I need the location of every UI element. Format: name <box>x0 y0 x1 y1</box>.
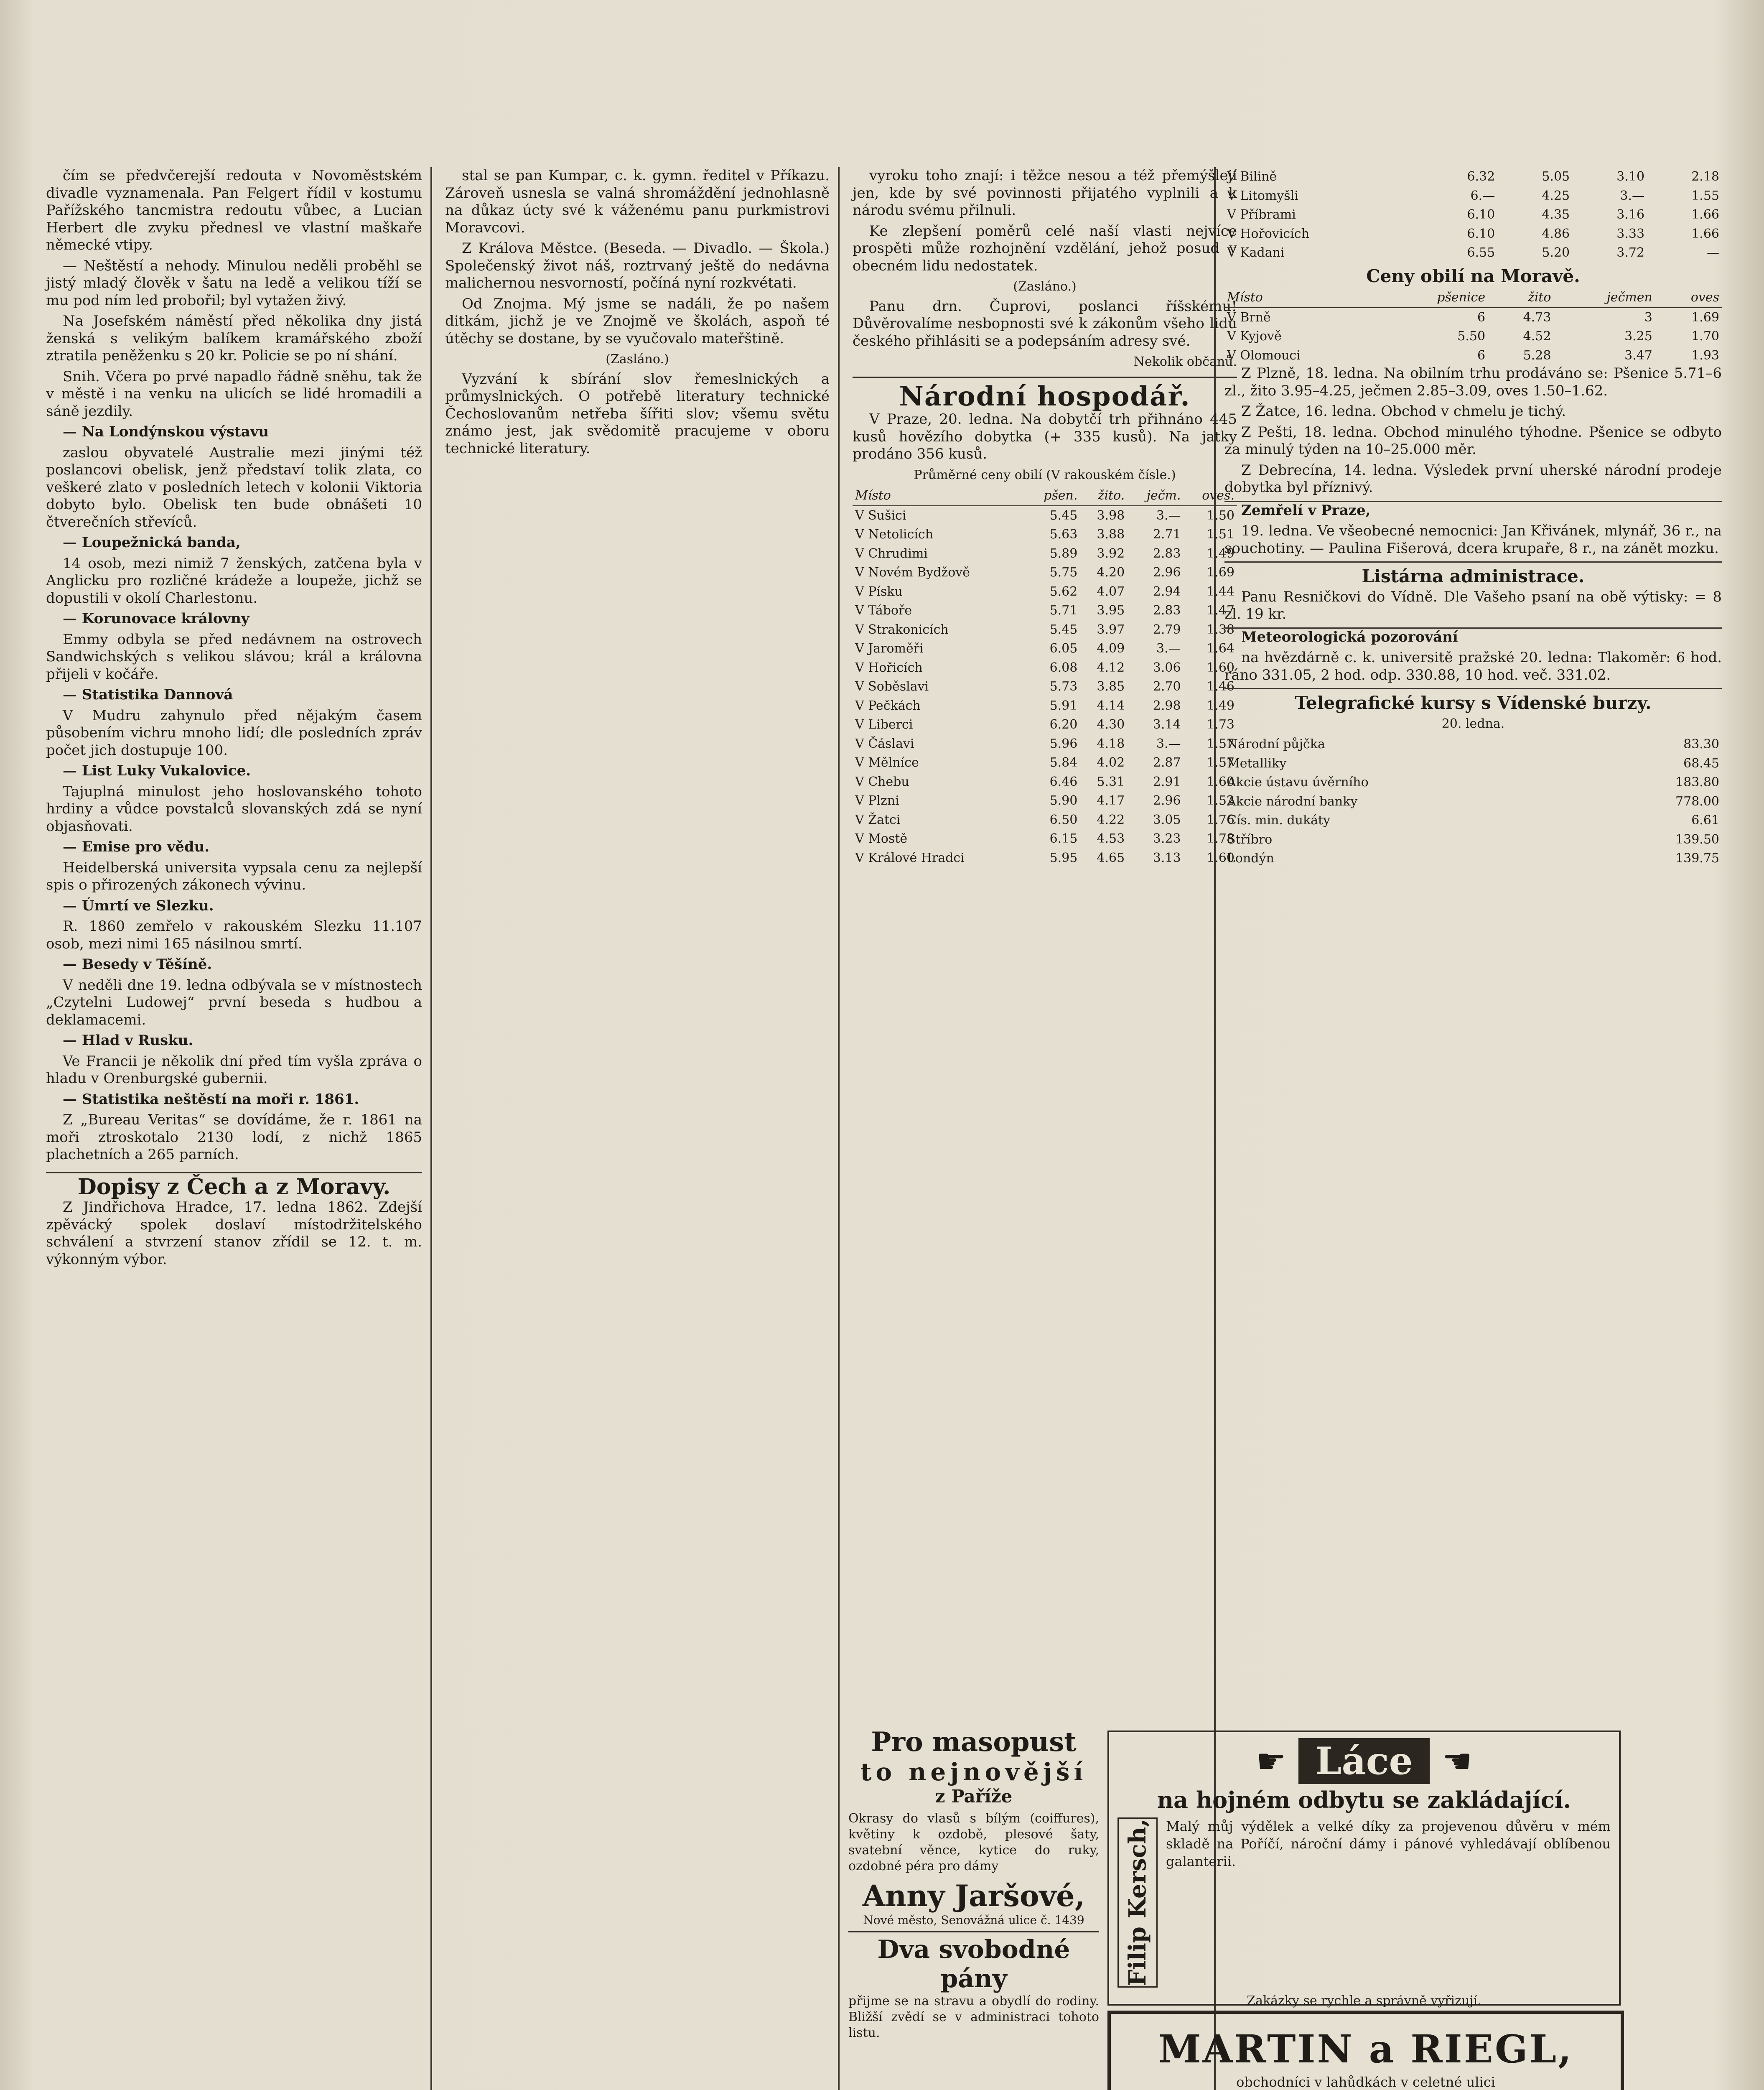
ad-vendor: Filip Kersch, <box>1124 1819 1151 1986</box>
table-row <box>1224 243 1722 263</box>
table-cell: 2.70 <box>1153 679 1181 694</box>
grain-price-table <box>853 486 1237 867</box>
table-cell: 1.50 <box>1207 508 1235 523</box>
table-cell: 6.55 <box>1467 245 1495 260</box>
table-cell: V Čáslavi <box>855 736 914 751</box>
table-cell: 1.64 <box>1207 641 1235 656</box>
table-cell: V Příbrami <box>1227 207 1296 222</box>
table-cell: 1.60 <box>1207 774 1235 789</box>
meteo-title: Meteorologická pozorování <box>1241 628 1458 645</box>
column-rule <box>838 167 840 2090</box>
table-cell: 5.31 <box>1097 774 1125 789</box>
ad-masopust <box>848 1722 1099 2090</box>
table-cell: 2.96 <box>1153 793 1181 808</box>
table-header: Místo <box>1224 288 1381 308</box>
table-cell: 3.72 <box>1616 245 1645 260</box>
column-rule <box>430 167 432 2090</box>
paragraph: Od Znojma. Mý jsme se nadáli, že po našem ditkám, jichž je ve Znojmě ve školách, aspoň té útěchy se dostane, by se vyučovalo mateřštině. <box>445 295 830 347</box>
ad-title: Dva svobodné pány <box>877 1935 1070 1993</box>
table-row <box>853 620 1237 640</box>
table-cell: 3.14 <box>1153 717 1181 732</box>
ad-foot: Zakázky se rychle a správně vyřizují. <box>1247 1993 1481 2008</box>
deaths-title: Zemřelí v Praze, <box>1241 502 1371 519</box>
table-cell: 4.35 <box>1542 207 1570 222</box>
table-cell: V Soběslavi <box>855 679 929 694</box>
table-cell: 2.98 <box>1153 698 1181 713</box>
divider <box>848 1931 1099 1932</box>
table-cell: V Táboře <box>855 603 912 618</box>
quote-name: Akcie národní banky <box>1227 794 1358 809</box>
table-row <box>853 715 1237 734</box>
table-cell: 1.52 <box>1207 793 1235 808</box>
news-title: — Statistika Dannová <box>63 686 233 703</box>
quote-name: Metalliky <box>1227 756 1287 771</box>
table-body <box>1224 167 1722 263</box>
table-cell: 5.05 <box>1542 169 1570 184</box>
stock-quotes-table <box>1224 735 1722 868</box>
table-cell: 1.49 <box>1207 546 1235 561</box>
quote-row <box>1224 792 1722 811</box>
table-cell: 3.23 <box>1153 831 1181 846</box>
ad-vendor: Anny Jaršové, <box>862 1878 1085 1913</box>
table-cell: 5.91 <box>1049 698 1078 713</box>
table-cell: 4.12 <box>1097 660 1125 675</box>
table-cell: 4.17 <box>1097 793 1125 808</box>
table-row <box>853 658 1237 678</box>
table-row <box>853 772 1237 792</box>
table-cell: 5.96 <box>1049 736 1078 751</box>
table-cell: 1.44 <box>1207 584 1235 599</box>
quote-row <box>1224 735 1722 754</box>
table-cell: 6.46 <box>1049 774 1078 789</box>
news-title: — Úmrtí ve Slezku. <box>63 897 214 914</box>
table-cell: 2.18 <box>1691 169 1719 184</box>
paragraph: čím se předvčerejší redouta v Novoměstském divadle vyznamenala. Pan Felgert řídil v kostumu Pařížského tancmistra redoutu vůbec, a Lucian Herbert dle zvyku přednesl ve vlastní maškaře německé vtipy. <box>46 167 422 253</box>
ad-title: Pro masopust <box>871 1726 1077 1758</box>
pointing-hand-icon: ☛ <box>1256 1741 1286 1781</box>
paragraph: Snih. Včera po prvé napadlo řádně sněhu, tak že v městě i na venku na ulicích se lidé hromadili a sáně jezdily. <box>46 368 422 420</box>
table-cell: 5.45 <box>1049 622 1078 637</box>
table-cell: 5.63 <box>1049 527 1078 542</box>
table-cell: 1.66 <box>1691 207 1719 222</box>
table-header: oves. <box>1184 486 1237 506</box>
table-row <box>853 829 1237 849</box>
table-cell: 1.73 <box>1207 717 1235 732</box>
paragraph: Z Debrecína, 14. ledna. Výsledek první uherské národní prodeje dobytka byl příznivý. <box>1224 461 1722 496</box>
table-cell: 5.71 <box>1049 603 1078 618</box>
table-cell: V Liberci <box>855 717 913 732</box>
zaslano-label: (Zasláno.) <box>1013 279 1077 294</box>
table-cell: 3.— <box>1156 736 1181 751</box>
table-cell: 3.97 <box>1097 622 1125 637</box>
table-cell: 6.08 <box>1049 660 1078 675</box>
table-row <box>853 753 1237 772</box>
table-cell: 6 <box>1477 348 1486 363</box>
news-text: V Mudru zahynulo před nějakým časem působením vichru mnoho lidí; dle posledních zpráv počet jich dostupuje 100. <box>46 707 422 759</box>
table-caption: Průměrné ceny obilí (V rakouském čísle.) <box>914 467 1176 482</box>
table-cell: 1.51 <box>1207 527 1235 542</box>
table-row <box>853 563 1237 582</box>
paragraph: Panu drn. Čuprovi, poslanci říšskému! Důvěrovalíme nesbopnosti své k zákonům všeho lidu českého přihlásiti se a podepsáním adresy své. <box>853 298 1237 349</box>
ad-text: Malý můj výdělek a velké díky za projevenou důvěru v mém skladě na Poříčí, nároční dámy i pánové vyhledávají oblíbenou galanterii. <box>1166 1818 1611 1869</box>
paragraph: vyroku toho znají: i těžce nesou a též přemýšlejí jen, kde by své povinnosti přijatého vyplnili a k národu svému přilnuli. <box>853 167 1237 219</box>
table-cell: 5.20 <box>1542 245 1570 260</box>
table-cell: 1.60 <box>1207 850 1235 865</box>
table-cell: 1.78 <box>1207 831 1235 846</box>
table-cell: 4.73 <box>1523 310 1551 325</box>
table-cell: 6.20 <box>1049 717 1078 732</box>
table-cell: — <box>1707 245 1719 260</box>
table-row <box>853 544 1237 563</box>
news-text: Tajuplná minulost jeho hoslovanského tohoto hrdiny a vůdce povstalců slovanských zdá se nyní objasňovati. <box>46 783 422 835</box>
news-item <box>46 686 422 759</box>
table-row <box>853 677 1237 696</box>
table-cell: 3.25 <box>1624 329 1652 344</box>
table-cell: 6.32 <box>1467 169 1495 184</box>
table-header: ječmen <box>1553 288 1655 308</box>
divider <box>1224 561 1722 563</box>
table-cell: 1.57 <box>1207 736 1235 751</box>
paragraph: Z Králova Městce. (Beseda. — Divadlo. — Škola.) Společenský život náš, roztrvaný ještě do nedávna malichernou nesvorností, počíná nyní rozkvétati. <box>445 240 830 291</box>
economy-title: Národní hospodář. <box>899 380 1191 412</box>
table-cell: 1.46 <box>1207 679 1235 694</box>
table-cell: 3.13 <box>1153 850 1181 865</box>
table-cell: 4.30 <box>1097 717 1125 732</box>
economy-text: V Praze, 20. ledna. Na dobytčí trh přihnáno 445 kusů hovězího dobytka (+ 335 kusů). Na jatky prodáno 356 kusů. <box>853 411 1237 462</box>
news-item <box>46 610 422 683</box>
table-cell: 4.09 <box>1097 641 1125 656</box>
table-cell: 4.86 <box>1542 226 1570 241</box>
table-cell: 1.55 <box>1691 188 1719 203</box>
table-cell: 1.66 <box>1691 226 1719 241</box>
table-cell: 1.57 <box>1207 755 1235 770</box>
table-cell: V Netolicích <box>855 527 934 542</box>
table-cell: 4.65 <box>1097 850 1125 865</box>
table-cell: 5.95 <box>1049 850 1078 865</box>
table-cell: 2.87 <box>1153 755 1181 770</box>
table-cell: 5.75 <box>1049 565 1078 580</box>
table-cell: V Králové Hradci <box>855 850 965 865</box>
table-cell: V Novém Bydžově <box>855 565 970 580</box>
column-1 <box>46 167 422 1272</box>
table-cell: V Mělníce <box>855 755 919 770</box>
paragraph: Ke zlepšení poměrů celé naší vlasti nejvíce prospěti může rozhojnění vzdělání, jehož posud v obecném lidu nedostatek. <box>853 222 1237 274</box>
table-row <box>853 639 1237 658</box>
news-title: — Besedy v Těšíně. <box>63 956 212 973</box>
telegraph-date: 20. ledna. <box>1441 716 1505 731</box>
table-cell: 6.— <box>1470 188 1495 203</box>
ad-title: Láce <box>1298 1738 1430 1784</box>
paragraph: Z Žatce, 16. ledna. Obchod v chmelu je tichý. <box>1241 403 1566 420</box>
table-cell: 3.16 <box>1616 207 1645 222</box>
table-cell: 6.15 <box>1049 831 1078 846</box>
column-3 <box>853 167 1237 867</box>
news-title: — Emise pro vědu. <box>63 839 210 855</box>
table-cell: 3.33 <box>1616 226 1645 241</box>
table-cell: 6.50 <box>1049 812 1078 827</box>
news-item <box>46 762 422 835</box>
table-cell: V Strakonicích <box>855 622 949 637</box>
table-cell: 3.— <box>1620 188 1645 203</box>
divider <box>1224 688 1722 689</box>
telegraph-title: Telegrafické kursy s Vídenské burzy. <box>1295 693 1652 713</box>
table-cell: 4.20 <box>1097 565 1125 580</box>
table-cell: V Hořicích <box>855 660 923 675</box>
table-cell: 4.14 <box>1097 698 1125 713</box>
admin-text: Panu Resničkovi do Vídně. Dle Vašeho psaní na obě výtisky: = 8 zl. 19 kr. <box>1224 588 1722 622</box>
table-body <box>853 506 1237 868</box>
table-header: Místo <box>853 486 1024 506</box>
table-cell: 5.28 <box>1523 348 1551 363</box>
pointing-hand-icon: ☛ <box>1442 1741 1472 1781</box>
table-cell: 2.94 <box>1153 584 1181 599</box>
moravia-grain-table <box>1224 288 1722 365</box>
ad-martin-riegl <box>1107 2011 1624 2090</box>
deaths-text: 19. ledna. Ve všeobecné nemocnici: Jan Křivánek, mlynář, 36 r., na souchotiny. — Paulina Fišerová, dcera krupaře, 8 r., na zánět mozku. <box>1224 522 1722 557</box>
column-4 <box>1224 167 1722 868</box>
divider <box>46 1172 422 1173</box>
news-title: — Na Londýnskou výstavu <box>63 423 269 440</box>
paragraph: — Neštěstí a nehody. Minulou neděli proběhl se jistý mladý člověk v šatu na ledě a velikou tíží se mu pod ním led probořil; byl vytažen živý. <box>46 257 422 309</box>
table-cell: V Plzni <box>855 793 899 808</box>
table-cell: V Mostě <box>855 831 908 846</box>
table-row <box>853 811 1237 830</box>
table-row <box>1224 167 1722 186</box>
ad-subtitle: to nejnovější <box>860 1758 1087 1786</box>
table-cell: 4.25 <box>1542 188 1570 203</box>
news-item <box>46 423 422 531</box>
table-cell: 2.83 <box>1153 603 1181 618</box>
table-body <box>1224 308 1722 365</box>
table-cell: 5.89 <box>1049 546 1078 561</box>
news-item <box>46 956 422 1029</box>
table-row <box>1224 308 1722 327</box>
quote-name: Londýn <box>1227 851 1274 866</box>
ad-subtitle: obchodníci v lahůdkách v celetné ulici <box>1236 2074 1495 2090</box>
ad-text: Okrasy do vlasů s bílým (coiffures), květiny k ozdobě, plesové šaty, svatební věnce, kytice do ruky, ozdobné péra pro dámy <box>848 1811 1099 1873</box>
quote-name: Akcie ústavu úvěrního <box>1227 775 1369 790</box>
quote-value: 778.00 <box>1675 794 1719 809</box>
table-cell: 6 <box>1477 310 1486 325</box>
table-cell: 3.06 <box>1153 660 1181 675</box>
grain-price-table-continued <box>1224 167 1722 263</box>
table-cell: 1.76 <box>1207 812 1235 827</box>
signed: Nekolik občanů. <box>1133 354 1237 369</box>
ad-address: Nové město, Senovážná ulice č. 1439 <box>863 1913 1084 1927</box>
table-header: oves <box>1655 288 1722 308</box>
table-cell: 3.92 <box>1097 546 1125 561</box>
quote-value: 139.75 <box>1675 851 1719 866</box>
quote-name: Cís. min. dukáty <box>1227 813 1331 828</box>
news-item <box>46 1032 422 1088</box>
news-text: R. 1860 zemřelo v rakouském Slezku 11.107 osob, mezi nimi 165 násilnou smrtí. <box>46 918 422 952</box>
table-cell: 1.47 <box>1207 603 1235 618</box>
news-text: Z „Bureau Veritas“ se dovídáme, že r. 1861 na moři ztroskotalo 2130 lodí, z nichž 1865 plachetních a 265 parních. <box>46 1111 422 1163</box>
quote-value: 183.80 <box>1675 775 1719 790</box>
paragraph: Vyzvání k sbírání slov řemeslnických a průmyslnických. O potřebě literatury technické Čechoslovanům netřeba šířiti slov; všemu světu známo jest, jak svědomitě pracujeme v oboru technické literatury. <box>445 370 830 457</box>
paragraph: Z Plzně, 18. ledna. Na obilním trhu prodáváno se: Pšenice 5.71–6 zl., žito 3.95–4.25, ječmen 2.85–3.09, oves 1.50–1.62. <box>1224 365 1722 399</box>
ad-title: MARTIN a RIEGL, <box>1158 2026 1573 2072</box>
quote-row <box>1224 849 1722 868</box>
quote-row <box>1224 830 1722 849</box>
table-cell: 5.90 <box>1049 793 1078 808</box>
table-cell: V Žatci <box>855 812 901 827</box>
table-cell: 1.70 <box>1691 329 1719 344</box>
news-item <box>46 534 422 607</box>
table-cell: 5.84 <box>1049 755 1078 770</box>
table-cell: V Chebu <box>855 774 909 789</box>
table-header: pšenice <box>1381 288 1488 308</box>
table-cell: 2.91 <box>1153 774 1181 789</box>
table-row <box>1224 205 1722 224</box>
quote-value: 68.45 <box>1683 756 1719 771</box>
table-cell: 6.10 <box>1467 226 1495 241</box>
table-cell: 3.98 <box>1097 508 1125 523</box>
quote-value: 83.30 <box>1683 737 1719 752</box>
column-2 <box>445 167 830 461</box>
table-row <box>853 849 1237 868</box>
news-title: — Statistika neštěstí na moři r. 1861. <box>63 1091 359 1108</box>
news-text: Emmy odbyla se před nedávnem na ostrovech Sandwichských s velikou slávou; král a královna přijeli v kočáře. <box>46 631 422 683</box>
quote-row <box>1224 754 1722 773</box>
paragraph: Na Josefském náměstí před několika dny jistá ženská s velikým balíkem kramářského zboží ztratila peněženku s 20 kr. Policie se po ní shání. <box>46 313 422 364</box>
table-cell: 3.88 <box>1097 527 1125 542</box>
news-title: — Hlad v Rusku. <box>63 1032 193 1049</box>
quote-value: 6.61 <box>1691 813 1719 828</box>
table-cell: 3.— <box>1156 508 1181 523</box>
table-cell: V Písku <box>855 584 903 599</box>
table-header: žito. <box>1080 486 1127 506</box>
quote-value: 139.50 <box>1675 832 1719 847</box>
news-title: — List Luky Vukalovice. <box>63 762 251 779</box>
table-cell: V Olomouci <box>1227 348 1301 363</box>
table-cell: 3.05 <box>1153 812 1181 827</box>
quote-row <box>1224 773 1722 792</box>
table-cell: 1.38 <box>1207 622 1235 637</box>
table-cell: 3.10 <box>1616 169 1645 184</box>
table-body <box>1224 735 1722 868</box>
ad-subtitle: na hojném odbytu se zakládající. <box>1157 1787 1571 1813</box>
table-cell: 4.18 <box>1097 736 1125 751</box>
table-cell: 6.05 <box>1049 641 1078 656</box>
table-cell: 5.73 <box>1049 679 1078 694</box>
table-cell: V Kyjově <box>1227 329 1282 344</box>
table-cell: 1.69 <box>1691 310 1719 325</box>
table-header: žito <box>1488 288 1553 308</box>
table-cell: V Jaroměři <box>855 641 924 656</box>
table-cell: 4.53 <box>1097 831 1125 846</box>
table-row <box>1224 346 1722 365</box>
table-cell: 1.93 <box>1691 348 1719 363</box>
table-row <box>853 525 1237 544</box>
divider <box>853 377 1237 378</box>
news-text: 14 osob, mezi nimiž 7 ženských, zatčena byla v Anglicku pro rozličné krádeže a loupeže, jichž se dopustili v okolí Charlestonu. <box>46 555 422 607</box>
table-row <box>1224 327 1722 346</box>
table-cell: 5.50 <box>1457 329 1486 344</box>
dispatch-text: Z Jindřichova Hradce, 17. ledna 1862. Zdejší zpěvácký spolek doslaví místodržitelského schválení a stvrzení stanov zřídil se 12. t. m. výkonným výbor. <box>46 1199 422 1268</box>
table-row <box>1224 186 1722 206</box>
table-cell: V Litomyšli <box>1227 188 1298 203</box>
table-cell: 4.22 <box>1097 812 1125 827</box>
quote-name: Stříbro <box>1227 832 1273 847</box>
table-cell: 4.07 <box>1097 584 1125 599</box>
table-row <box>853 696 1237 716</box>
table-cell: 4.02 <box>1097 755 1125 770</box>
ad-from: z Paříže <box>935 1786 1013 1807</box>
news-title: — Loupežnická banda, <box>63 534 241 551</box>
table-cell: V Kadani <box>1227 245 1285 260</box>
table-header: pšen. <box>1024 486 1080 506</box>
table-header: ječm. <box>1127 486 1183 506</box>
paragraph: stal se pan Kumpar, c. k. gymn. ředitel v Příkazu. Zároveň usnesla se valná shromáždění jednohlasně na důkaz úcty své k váženému panu purkmistrovi Moravcovi. <box>445 167 830 236</box>
section-heading: Dopisy z Čech a z Moravy. <box>77 1174 391 1200</box>
news-item <box>46 897 422 953</box>
signature: (Zasláno.) <box>606 352 669 367</box>
news-text: Ve Francii je několik dní před tím vyšla zpráva o hladu v Orenburgské gubernii. <box>46 1053 422 1087</box>
table-row <box>853 734 1237 754</box>
table-cell: 2.83 <box>1153 546 1181 561</box>
news-title: — Korunovace královny <box>63 610 249 627</box>
news-item <box>46 839 422 894</box>
ad-lace <box>1107 1731 1621 2006</box>
admin-title: Listárna administrace. <box>1362 566 1585 586</box>
table-cell: 2.96 <box>1153 565 1181 580</box>
table-cell: V Hořovicích <box>1227 226 1309 241</box>
quote-row <box>1224 811 1722 830</box>
meteo-text: na hvězdárně c. k. universitě pražské 20. ledna: Tlakoměr: 6 hod. ráno 331.05, 2 hod. odp. 330.88, 10 hod. več. 331.02. <box>1224 649 1722 683</box>
table-row <box>853 791 1237 811</box>
table-cell: V Chrudimi <box>855 546 928 561</box>
table-cell: 3.85 <box>1097 679 1125 694</box>
table-cell: 1.60 <box>1207 660 1235 675</box>
table-cell: V Brně <box>1227 310 1271 325</box>
paragraph: Z Pešti, 18. ledna. Obchod minulého týhodne. Pšenice se odbyto za minulý týden na 10–25.000 měr. <box>1224 423 1722 458</box>
table-cell: 1.69 <box>1207 565 1235 580</box>
section-heading: Ceny obilí na Moravě. <box>1366 265 1580 286</box>
table-cell: 1.49 <box>1207 698 1235 713</box>
news-text: Heidelberská universita vypsala cenu za nejlepší spis o přirozených zákonech vývinu. <box>46 859 422 893</box>
table-cell: 3.95 <box>1097 603 1125 618</box>
news-text: V neděli dne 19. ledna odbývala se v místnostech „Czytelni Ludowej“ první beseda s hudbou a deklamacemi. <box>46 976 422 1028</box>
table-cell: V Bilině <box>1227 169 1277 184</box>
table-row <box>853 582 1237 602</box>
table-header-row <box>1224 288 1722 308</box>
table-cell: 6.10 <box>1467 207 1495 222</box>
table-cell: 4.52 <box>1523 329 1551 344</box>
table-cell: 3.47 <box>1624 348 1652 363</box>
table-cell: 3 <box>1644 310 1652 325</box>
table-cell: V Pečkách <box>855 698 921 713</box>
table-row <box>853 506 1237 525</box>
table-cell: V Sušici <box>855 508 906 523</box>
table-cell: 5.62 <box>1049 584 1078 599</box>
table-row <box>853 601 1237 620</box>
news-text: zaslou obyvatelé Australie mezi jinými též poslancovi obelisk, jenž představí tolik zlata, co veškeré zlato v posledních letech v kolonii Viktoria dobyto bylo. Obelisk ten bude obnášeti 10 čtverečních střevíců. <box>46 444 422 530</box>
table-header-row <box>853 486 1237 506</box>
table-cell: 5.45 <box>1049 508 1078 523</box>
table-cell: 2.79 <box>1153 622 1181 637</box>
table-row <box>1224 224 1722 244</box>
table-cell: 3.— <box>1156 641 1181 656</box>
table-cell: 2.71 <box>1153 527 1181 542</box>
news-item <box>46 1091 422 1164</box>
quote-name: Národní půjčka <box>1227 737 1325 752</box>
ad-text: přijme se na stravu a obydlí do rodiny. Bližší zvědí se v administraci tohoto listu. <box>848 1994 1099 2040</box>
